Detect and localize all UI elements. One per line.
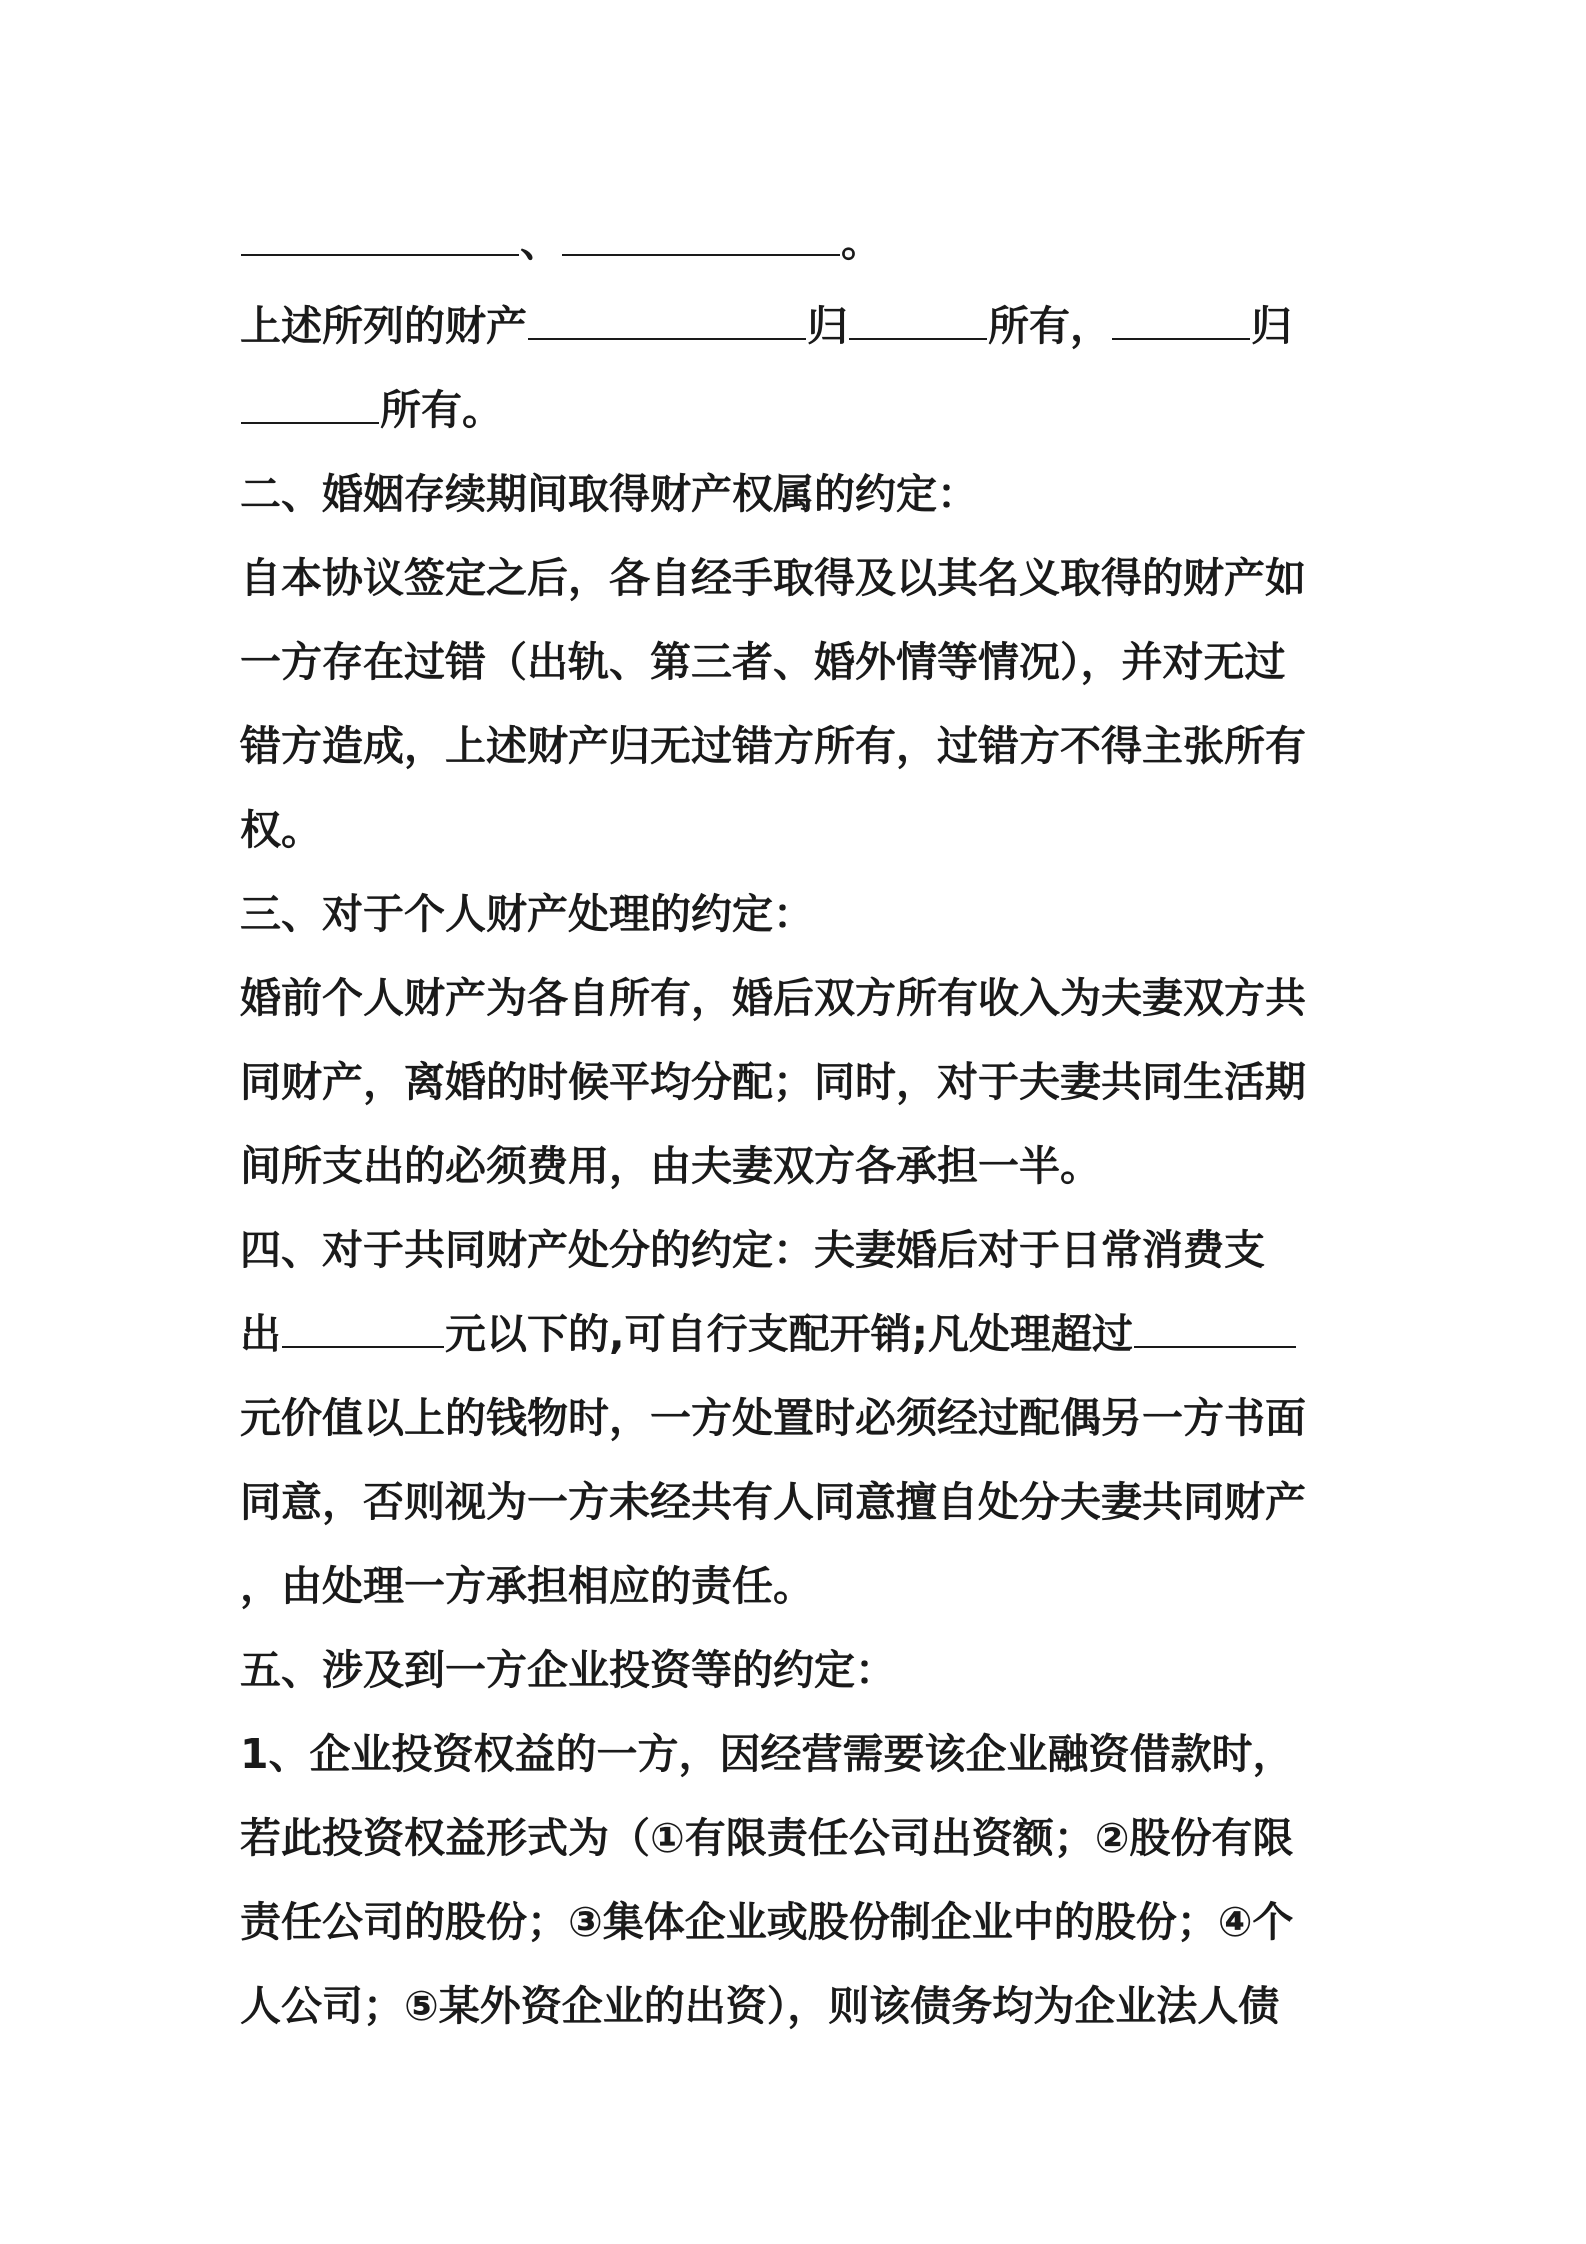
fill-blank <box>528 308 806 340</box>
separator-text: 、 <box>520 218 561 266</box>
section-2-line: 权。 <box>240 806 322 854</box>
section-5-line: 人公司；⑤某外资企业的出资），则该债务均为企业法人债 <box>240 1982 1280 2030</box>
blank-line-1 <box>240 200 1350 284</box>
fill-blank <box>1112 308 1250 340</box>
section-3-line: 同财产，离婚的时候平均分配；同时，对于夫妻共同生活期 <box>240 1058 1306 1106</box>
section-5-line: 责任公司的股份；③集体企业或股份制企业中的股份；④个 <box>240 1898 1294 1946</box>
section-5-line: 1、企业投资权益的一方，因经营需要该企业融资借款时， <box>240 1730 1294 1778</box>
fill-blank <box>282 1316 444 1348</box>
section-4-amount-line <box>240 1292 1350 1376</box>
section-2-line: 错方造成，上述财产归无过错方所有，过错方不得主张所有 <box>240 722 1306 770</box>
section-5-line: 若此投资权益形式为（①有限责任公司出资额；②股份有限 <box>240 1814 1294 1862</box>
text-segment: 归 <box>1251 302 1292 350</box>
section-3-line: 婚前个人财产为各自所有，婚后双方所有收入为夫妻双方共 <box>240 974 1306 1022</box>
section-4-line: ，由处理一方承担相应的责任。 <box>240 1562 814 1610</box>
section-2-heading: 二、婚姻存续期间取得财产权属的约定： <box>240 470 978 518</box>
text-segment: 出 <box>240 1310 281 1358</box>
section-3-heading: 三、对于个人财产处理的约定： <box>240 890 814 938</box>
fill-blank <box>849 308 987 340</box>
fill-blank <box>241 224 519 256</box>
section-2-line: 自本协议签定之后，各自经手取得及以其名义取得的财产如 <box>240 554 1306 602</box>
section-4-line: 元价值以上的钱物时，一方处置时必须经过配偶另一方书面 <box>240 1394 1306 1442</box>
property-ownership-line <box>240 284 1350 368</box>
section-5-heading: 五、涉及到一方企业投资等的约定： <box>240 1646 896 1694</box>
section-4-line: 同意，否则视为一方未经共有人同意擅自处分夫妻共同财产 <box>240 1478 1306 1526</box>
fill-blank <box>241 392 379 424</box>
text-segment: 所有， <box>988 302 1111 350</box>
fill-blank <box>1134 1316 1296 1348</box>
property-ownership-line-end <box>240 368 1350 452</box>
text-segment: 元以下的,可自行支配开销;凡处理超过 <box>445 1310 1133 1358</box>
section-4-heading: 四、对于共同财产处分的约定：夫妻婚后对于日常消费支 <box>240 1226 1265 1274</box>
end-punctuation: 。 <box>841 218 882 266</box>
section-2-line: 一方存在过错（出轨、第三者、婚外情等情况），并对无过 <box>240 638 1286 686</box>
text-segment: 上述所列的财产 <box>240 302 527 350</box>
section-3-line: 间所支出的必须费用，由夫妻双方各承担一半。 <box>240 1142 1101 1190</box>
text-segment: 归 <box>807 302 848 350</box>
text-segment: 所有。 <box>380 386 503 434</box>
document-page <box>240 200 1350 2048</box>
fill-blank <box>562 224 840 256</box>
